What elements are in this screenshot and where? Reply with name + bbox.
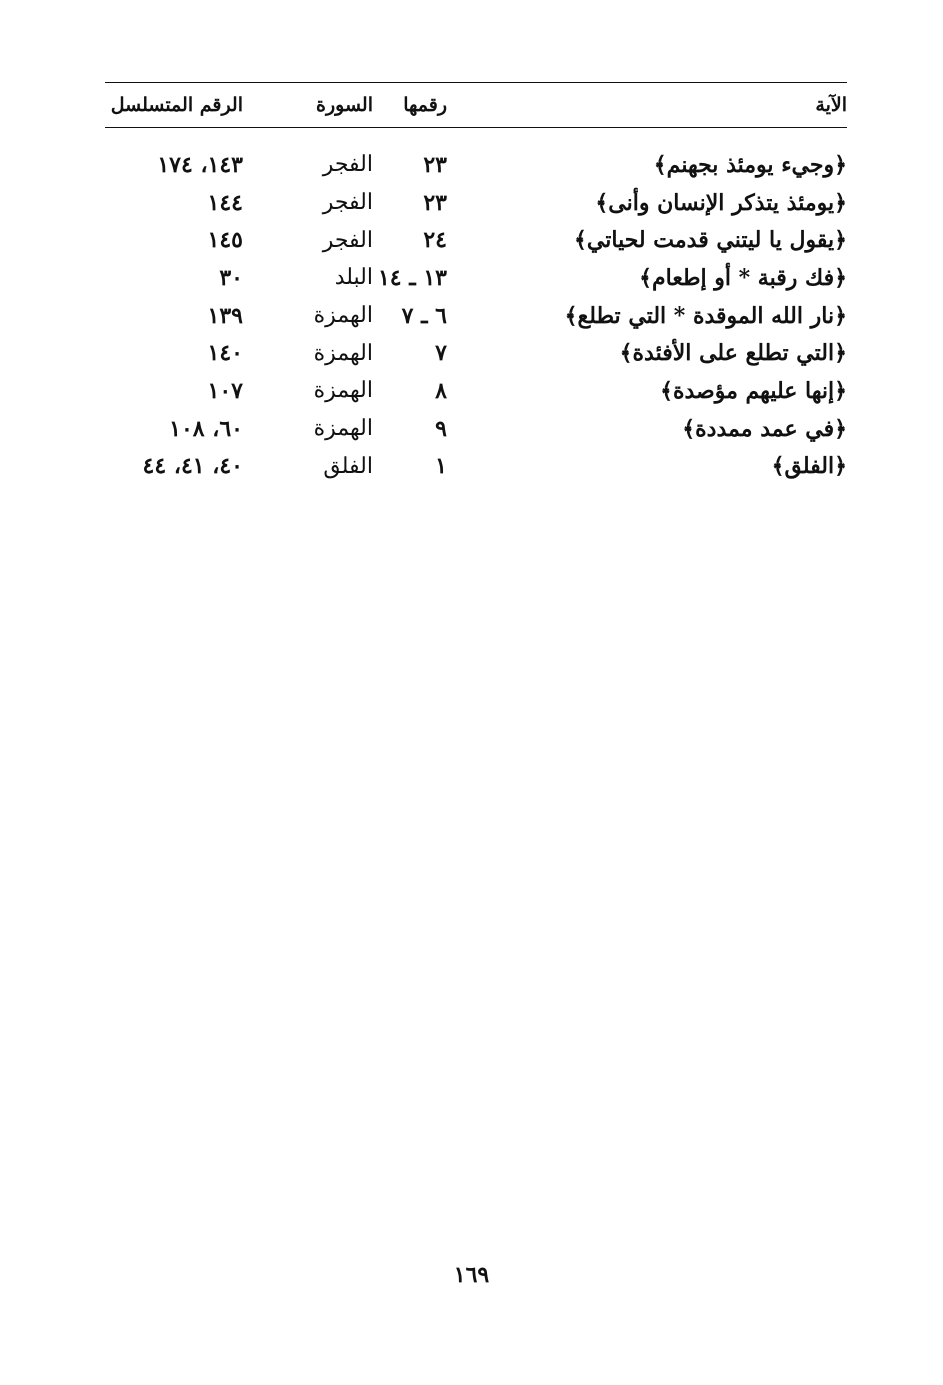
cell-serial: ١٤٤ bbox=[207, 189, 243, 216]
cell-verse: ﴿يقول يا ليتني قدمت لحياتي﴾ bbox=[574, 227, 847, 254]
cell-surah: الفجر bbox=[322, 152, 373, 178]
table-header-row bbox=[105, 83, 847, 127]
cell-surah: الفلق bbox=[323, 453, 373, 479]
cell-verse: ﴿فك رقبة * أو إطعام﴾ bbox=[639, 264, 847, 291]
header-verse: الآية bbox=[815, 94, 847, 116]
table-body bbox=[105, 128, 847, 485]
header-verse-number: رقمها bbox=[403, 94, 447, 116]
table-row bbox=[105, 146, 847, 184]
cell-verse: ﴿يومئذ يتذكر الإنسان وأنى﴾ bbox=[595, 189, 847, 216]
cell-serial: ١٠٧ bbox=[207, 377, 243, 404]
cell-verse-number: ٦ ـ ٧ bbox=[401, 302, 447, 329]
cell-serial: ٤٠، ٤١، ٤٤ bbox=[142, 453, 243, 480]
header-serial: الرقم المتسلسل bbox=[110, 94, 243, 116]
cell-verse-number: ٢٤ bbox=[423, 227, 447, 254]
table-row bbox=[105, 297, 847, 335]
cell-verse: ﴿التي تطلع على الأفئدة﴾ bbox=[619, 340, 847, 367]
cell-verse: ﴿نار الله الموقدة * التي تطلع﴾ bbox=[564, 302, 847, 329]
cell-surah: الهمزة bbox=[313, 378, 373, 404]
cell-surah: الهمزة bbox=[313, 303, 373, 329]
table-row bbox=[105, 448, 847, 486]
cell-surah: الفجر bbox=[322, 190, 373, 216]
table-row bbox=[105, 372, 847, 410]
cell-serial: ١٤٥ bbox=[207, 227, 243, 254]
cell-verse-number: ٩ bbox=[435, 415, 447, 442]
cell-verse: ﴿وجيء يومئذ بجهنم﴾ bbox=[653, 151, 847, 178]
cell-surah: البلد bbox=[334, 265, 373, 291]
cell-serial: ١٣٩ bbox=[207, 302, 243, 329]
cell-verse-number: ١٣ ـ ١٤ bbox=[377, 264, 447, 291]
table-row bbox=[105, 221, 847, 259]
cell-serial: ١٤٣، ١٧٤ bbox=[157, 151, 243, 178]
table-row bbox=[105, 259, 847, 297]
table-row bbox=[105, 334, 847, 372]
cell-verse-number: ٢٣ bbox=[423, 151, 447, 178]
cell-serial: ١٤٠ bbox=[207, 340, 243, 367]
cell-verse-number: ٧ bbox=[435, 340, 447, 367]
table-row bbox=[105, 184, 847, 222]
cell-serial: ٣٠ bbox=[219, 264, 243, 291]
verse-index-table bbox=[105, 82, 847, 485]
page-number: ١٦٩ bbox=[453, 1262, 490, 1288]
cell-surah: الفجر bbox=[322, 227, 373, 253]
cell-serial: ٦٠، ١٠٨ bbox=[169, 415, 243, 442]
cell-verse: ﴿الفلق﴾ bbox=[771, 453, 847, 480]
cell-surah: الهمزة bbox=[313, 340, 373, 366]
table-row bbox=[105, 410, 847, 448]
cell-verse: ﴿في عمد ممددة﴾ bbox=[682, 415, 847, 442]
cell-verse-number: ٢٣ bbox=[423, 189, 447, 216]
header-surah: السورة bbox=[316, 94, 373, 116]
cell-verse-number: ١ bbox=[435, 453, 447, 480]
cell-surah: الهمزة bbox=[313, 416, 373, 442]
cell-verse-number: ٨ bbox=[435, 377, 447, 404]
cell-verse: ﴿إنها عليهم مؤصدة﴾ bbox=[660, 377, 847, 404]
